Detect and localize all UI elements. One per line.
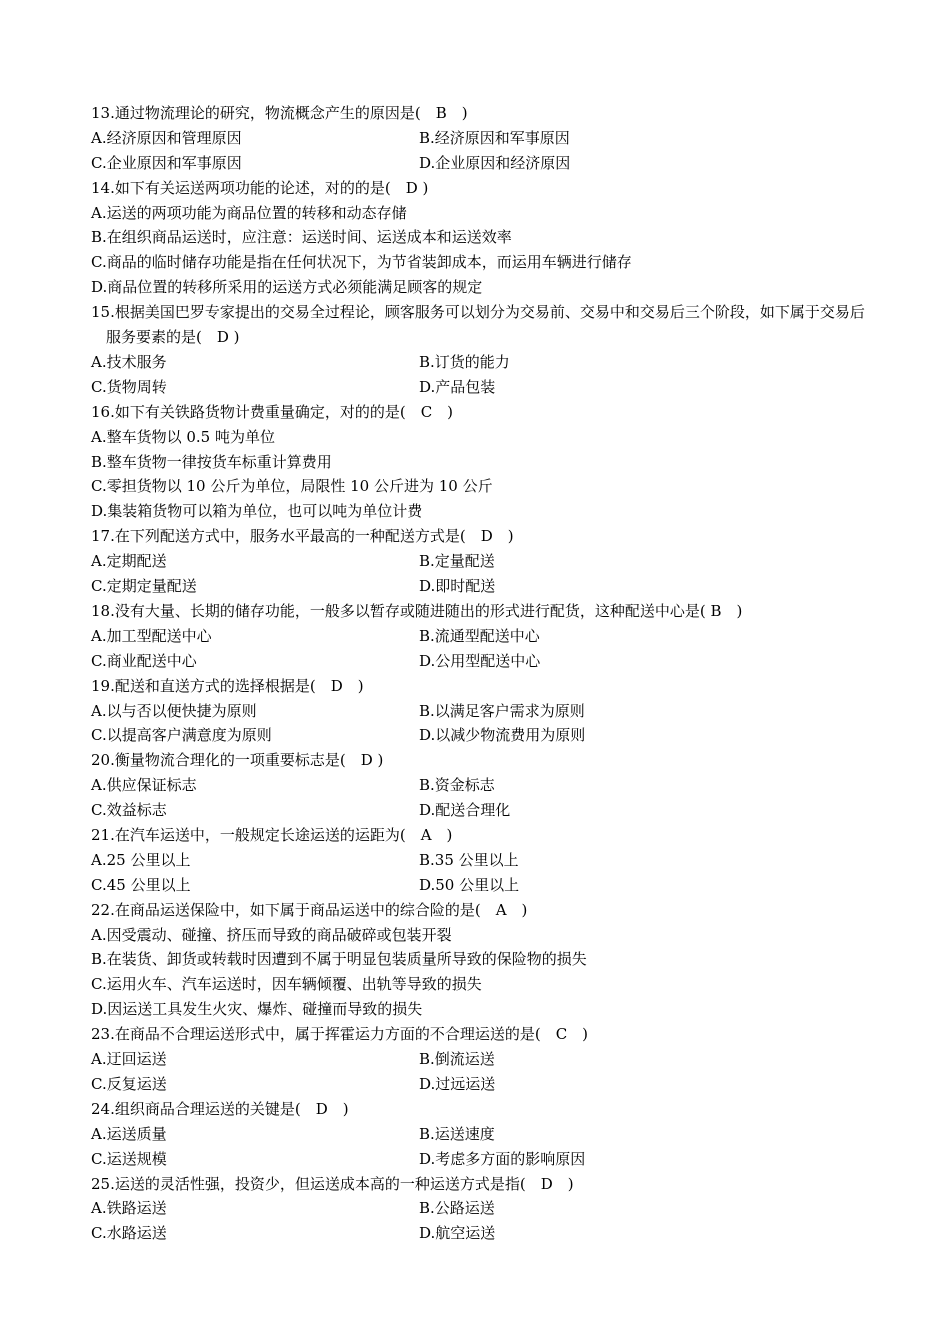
question-block	[91, 300, 871, 400]
question-stem: 20.衡量物流合理化的一项重要标志是( D )	[91, 751, 384, 770]
answer-option: A.25 公里以上	[91, 850, 191, 869]
option-row	[91, 1147, 871, 1172]
question-stem: 17.在下列配送方式中，服务水平最高的一种配送方式是( D )	[91, 527, 514, 546]
question-block	[91, 1097, 871, 1172]
question-block	[91, 898, 871, 1022]
answer-option: C.运用火车、汽车运送时，因车辆倾覆、出轨等导致的损失	[91, 975, 482, 994]
answer-option: A.运送的两项功能为商品位置的转移和动态存储	[91, 203, 407, 222]
answer-option: A.铁路运送	[91, 1199, 167, 1218]
answer-option: B.定量配送	[419, 552, 495, 571]
answer-option: B.35 公里以上	[419, 850, 519, 869]
answer-option: C.以提高客户满意度为原则	[91, 726, 272, 745]
option-row	[91, 151, 871, 176]
question-block	[91, 176, 871, 300]
answer-option: A.以与否以便快捷为原则	[91, 701, 257, 720]
answer-option: A.运送质量	[91, 1124, 167, 1143]
answer-option: B.倒流运送	[419, 1050, 495, 1069]
answer-option: C.反复运送	[91, 1074, 167, 1093]
answer-option: B.流通型配送中心	[419, 626, 540, 645]
answer-option: D.集装箱货物可以箱为单位，也可以吨为单位计费	[91, 502, 423, 521]
answer-option: C.效益标志	[91, 801, 167, 820]
question-list	[91, 101, 871, 1246]
option-row	[91, 350, 871, 375]
question-block	[91, 1172, 871, 1247]
answer-option: C.企业原因和军事原因	[91, 153, 242, 172]
answer-option: A.整车货物以 0.5 吨为单位	[91, 427, 275, 446]
answer-option: C.零担货物以 10 公斤为单位，局限性 10 公斤进为 10 公斤	[91, 477, 493, 496]
answer-option: C.运送规模	[91, 1149, 167, 1168]
answer-option: C.商业配送中心	[91, 651, 197, 670]
option-row	[91, 1221, 871, 1246]
question-block	[91, 524, 871, 599]
answer-option: A.经济原因和管理原因	[91, 128, 242, 147]
question-block	[91, 599, 871, 674]
option-row	[91, 699, 871, 724]
answer-option: B.在装货、卸货或转载时因遭到不属于明显包装质量所导致的保险物的损失	[91, 950, 587, 969]
answer-option: C.水路运送	[91, 1224, 167, 1243]
answer-option: B.运送速度	[419, 1124, 495, 1143]
question-block	[91, 1022, 871, 1097]
answer-option: A.技术服务	[91, 352, 167, 371]
answer-option: D.配送合理化	[419, 801, 511, 820]
question-stem: 18.没有大量、长期的储存功能，一般多以暂存或随进随出的形式进行配货，这种配送中心是( B )	[91, 601, 743, 620]
option-row	[91, 848, 871, 873]
question-stem: 24.组织商品合理运送的关键是( D )	[91, 1099, 349, 1118]
answer-option: D.以减少物流费用为原则	[419, 726, 586, 745]
answer-option: B.在组织商品运送时，应注意：运送时间、运送成本和运送效率	[91, 228, 512, 247]
answer-option: B.整车货物一律按货车标重计算费用	[91, 452, 332, 471]
option-row	[91, 1122, 871, 1147]
question-stem: 25.运送的灵活性强，投资少，但运送成本高的一种运送方式是指( D )	[91, 1174, 574, 1193]
option-row	[91, 549, 871, 574]
option-row	[91, 723, 871, 748]
answer-option: D.公用型配送中心	[419, 651, 541, 670]
option-row	[91, 773, 871, 798]
option-row	[91, 798, 871, 823]
answer-option: D.航空运送	[419, 1224, 496, 1243]
question-block	[91, 823, 871, 898]
answer-option: D.商品位置的转移所采用的运送方式必须能满足顾客的规定	[91, 278, 483, 297]
option-row	[91, 1072, 871, 1097]
answer-option: B.资金标志	[419, 776, 495, 795]
answer-option: A.迂回运送	[91, 1050, 167, 1069]
question-block	[91, 400, 871, 524]
answer-option: D.过远运送	[419, 1074, 496, 1093]
option-row	[91, 1047, 871, 1072]
answer-option: B.以满足客户需求为原则	[419, 701, 585, 720]
question-stem: 23.在商品不合理运送形式中，属于挥霍运力方面的不合理运送的是( C )	[91, 1025, 589, 1044]
answer-option: B.公路运送	[419, 1199, 495, 1218]
option-row	[91, 624, 871, 649]
option-row	[91, 1196, 871, 1221]
answer-option: A.供应保证标志	[91, 776, 197, 795]
question-block	[91, 748, 871, 823]
answer-option: A.因受震动、碰撞、挤压而导致的商品破碎或包装开裂	[91, 925, 452, 944]
question-stem: 16.如下有关铁路货物计费重量确定，对的的是( C )	[91, 402, 454, 421]
question-block	[91, 674, 871, 749]
answer-option: C.45 公里以上	[91, 875, 191, 894]
answer-option: A.加工型配送中心	[91, 626, 212, 645]
question-stem: 14.如下有关运送两项功能的论述，对的的是( D )	[91, 178, 429, 197]
answer-option: B.订货的能力	[419, 352, 510, 371]
option-row	[91, 574, 871, 599]
question-stem: 22.在商品运送保险中，如下属于商品运送中的综合险的是( A )	[91, 900, 528, 919]
answer-option: B.经济原因和军事原因	[419, 128, 570, 147]
answer-option: D.企业原因和经济原因	[419, 153, 571, 172]
option-row	[91, 873, 871, 898]
answer-option: D.产品包装	[419, 377, 496, 396]
answer-option: A.定期配送	[91, 552, 167, 571]
option-row	[91, 649, 871, 674]
answer-option: D.50 公里以上	[419, 875, 520, 894]
question-stem: 19.配送和直送方式的选择根据是( D )	[91, 676, 364, 695]
answer-option: C.定期定量配送	[91, 577, 197, 596]
answer-option: D.因运送工具发生火灾、爆炸、碰撞而导致的损失	[91, 1000, 423, 1019]
question-block	[91, 101, 871, 176]
option-row	[91, 375, 871, 400]
question-stem: 13.通过物流理论的研究，物流概念产生的原因是( B )	[91, 104, 468, 122]
question-stem: 15.根据美国巴罗专家提出的交易全过程论，顾客服务可以划分为交易前、交易中和交易后三个阶段，如下属于交易后服务要素的是( D )	[91, 303, 865, 347]
answer-option: D.即时配送	[419, 577, 496, 596]
option-row	[91, 126, 871, 151]
question-stem: 21.在汽车运送中，一般规定长途运送的运距为( A )	[91, 825, 453, 844]
answer-option: C.商品的临时储存功能是指在任何状况下，为节省装卸成本，而运用车辆进行储存	[91, 253, 632, 272]
answer-option: C.货物周转	[91, 377, 167, 396]
answer-option: D.考虑多方面的影响原因	[419, 1149, 586, 1168]
